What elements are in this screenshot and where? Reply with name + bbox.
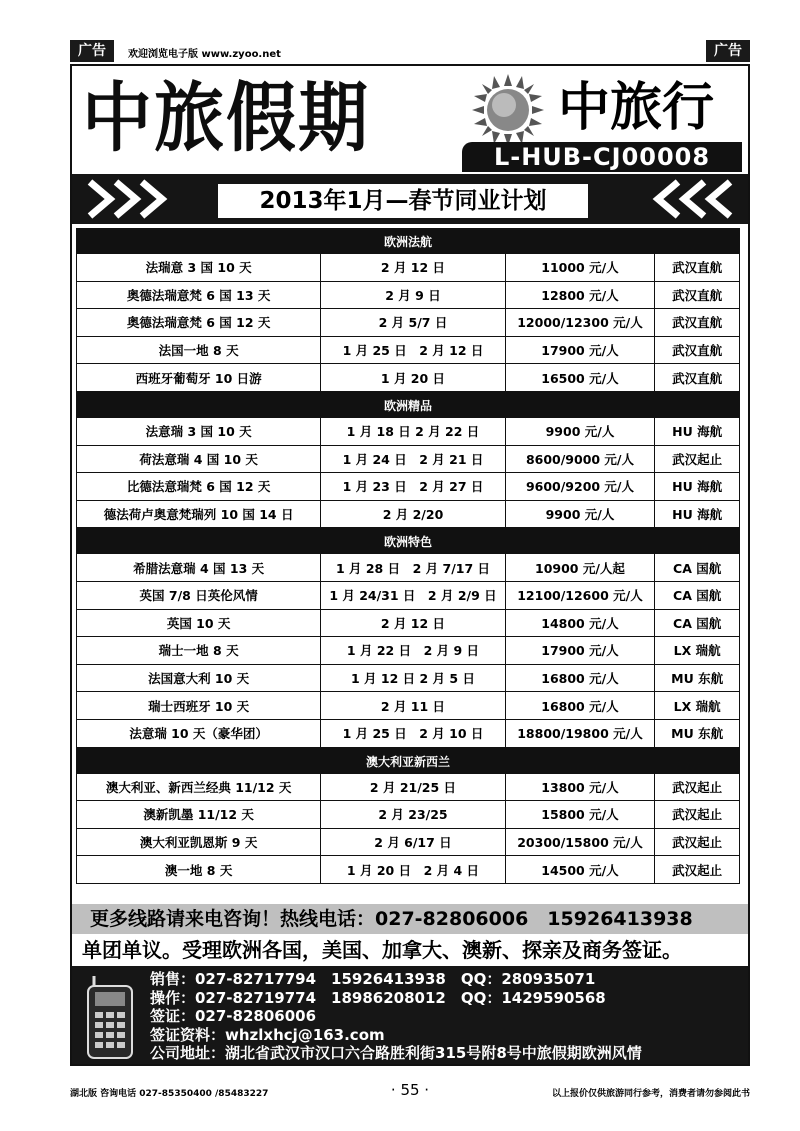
section-header: 欧洲精品 xyxy=(76,392,740,418)
route-name: 比德法意瑞梵 6 国 12 天 xyxy=(77,473,321,500)
airline: HU 海航 xyxy=(672,479,723,495)
section-header: 澳大利亚新西兰 xyxy=(76,748,740,774)
price: 16800 元/人 xyxy=(506,692,656,719)
page-footer xyxy=(70,1083,750,1103)
hotline-text: 更多线路请来电咨询！热线电话：027-82806006 15926413938 xyxy=(90,908,693,930)
plan-title: 2013年1月—春节同业计划 xyxy=(218,184,588,218)
chevron-left-icon xyxy=(636,178,736,220)
contact-lines xyxy=(150,970,642,1063)
airline: 武汉起止 xyxy=(672,834,723,850)
price: 20300/15800 元/人 xyxy=(506,829,656,856)
route-name: 西班牙葡萄牙 10 日游 xyxy=(77,364,321,391)
departure-date: 2 月 23/25 xyxy=(321,801,505,828)
table-row xyxy=(76,829,740,857)
footer-hotline: 湖北版 咨询电话 027-85350400 /85483227 xyxy=(70,1089,269,1099)
price: 12800 元/人 xyxy=(506,282,656,309)
route-name: 澳大利亚凯恩斯 9 天 xyxy=(77,829,321,856)
price: 15800 元/人 xyxy=(506,801,656,828)
route-table xyxy=(76,228,740,884)
departure-date: 2 月 11 日 xyxy=(321,692,505,719)
departure-date: 1 月 24/31 日 2 月 2/9 日 xyxy=(321,582,505,609)
page-number: · 55 · xyxy=(390,1081,430,1099)
airline: 武汉起止 xyxy=(672,451,723,467)
price: 12000/12300 元/人 xyxy=(506,309,656,336)
price: 9900 元/人 xyxy=(506,418,656,445)
airline: LX 瑞航 xyxy=(673,643,721,659)
departure-date: 2 月 6/17 日 xyxy=(321,829,505,856)
price: 17900 元/人 xyxy=(506,337,656,364)
airline: HU 海航 xyxy=(672,424,723,440)
license-code: L-HUB-CJ00008 xyxy=(462,142,742,172)
airline: 武汉直航 xyxy=(672,287,723,303)
price: 16500 元/人 xyxy=(506,364,656,391)
top-bar xyxy=(70,40,750,64)
airline: LX 瑞航 xyxy=(673,698,721,714)
departure-date: 1 月 18 日 2 月 22 日 xyxy=(321,418,505,445)
airline: CA 国航 xyxy=(673,588,722,604)
table-row xyxy=(76,418,740,446)
price: 14800 元/人 xyxy=(506,610,656,637)
table-row xyxy=(76,282,740,310)
route-name: 法瑞意 3 国 10 天 xyxy=(77,254,321,281)
brand-title: 中旅假期 xyxy=(82,72,370,163)
route-name: 瑞士一地 8 天 xyxy=(77,637,321,664)
route-name: 法意瑞 3 国 10 天 xyxy=(77,418,321,445)
departure-date: 1 月 25 日 2 月 10 日 xyxy=(321,720,505,747)
table-row xyxy=(76,856,740,884)
price: 12100/12600 元/人 xyxy=(506,582,656,609)
price: 18800/19800 元/人 xyxy=(506,720,656,747)
table-row xyxy=(76,692,740,720)
section-header: 欧洲特色 xyxy=(76,528,740,554)
table-row xyxy=(76,554,740,582)
table-row xyxy=(76,665,740,693)
price: 17900 元/人 xyxy=(506,637,656,664)
departure-date: 1 月 28 日 2 月 7/17 日 xyxy=(321,554,505,581)
operations-contact: 操作：027-82719774 18986208012 QQ：1429590568 xyxy=(150,988,606,1007)
agency-name: 中旅行 xyxy=(558,78,715,138)
route-name: 法国意大利 10 天 xyxy=(77,665,321,692)
visa-docs-email[interactable]: 签证资料：whzlxhcj@163.com xyxy=(150,1025,385,1044)
route-name: 德法荷卢奥意梵瑞列 10 国 14 日 xyxy=(77,501,321,528)
airline: 武汉直航 xyxy=(672,370,723,386)
route-name: 法国一地 8 天 xyxy=(77,337,321,364)
departure-date: 1 月 22 日 2 月 9 日 xyxy=(321,637,505,664)
sales-contact: 销售：027-82717794 15926413938 QQ：280935071 xyxy=(150,970,596,988)
departure-date: 1 月 25 日 2 月 12 日 xyxy=(321,337,505,364)
table-row xyxy=(76,309,740,337)
departure-date: 2 月 12 日 xyxy=(321,610,505,637)
airline: 武汉起止 xyxy=(672,807,723,823)
route-name: 澳一地 8 天 xyxy=(77,856,321,883)
airline: 武汉直航 xyxy=(672,315,723,331)
table-row xyxy=(76,610,740,638)
price: 9900 元/人 xyxy=(506,501,656,528)
route-name: 奥德法瑞意梵 6 国 12 天 xyxy=(77,309,321,336)
airline: MU 东航 xyxy=(671,726,724,742)
airline: 武汉直航 xyxy=(672,343,723,359)
price: 14500 元/人 xyxy=(506,856,656,883)
departure-date: 1 月 23 日 2 月 27 日 xyxy=(321,473,505,500)
ad-label-right: 广告 xyxy=(706,40,750,62)
route-name: 法意瑞 10 天（豪华团） xyxy=(77,720,321,747)
table-row xyxy=(76,582,740,610)
table-row xyxy=(76,637,740,665)
route-name: 英国 7/8 日英伦风情 xyxy=(77,582,321,609)
site-text[interactable]: 欢迎浏览电子版 www.zyoo.net xyxy=(128,49,281,60)
route-name: 奥德法瑞意梵 6 国 13 天 xyxy=(77,282,321,309)
price: 10900 元/人起 xyxy=(506,554,656,581)
airline: MU 东航 xyxy=(671,671,724,687)
company-address: 公司地址：湖北省武汉市汉口六合路胜利街315号附8号中旅假期欧洲风情 xyxy=(150,1044,642,1062)
airline: CA 国航 xyxy=(673,615,722,631)
airline: 武汉直航 xyxy=(672,260,723,276)
price: 8600/9000 元/人 xyxy=(506,446,656,473)
table-row xyxy=(76,364,740,392)
price: 16800 元/人 xyxy=(506,665,656,692)
table-row xyxy=(76,254,740,282)
departure-date: 1 月 20 日 xyxy=(321,364,505,391)
visa-service-text: 单团单议。受理欧洲各国，美国、加拿大、澳新、探亲及商务签证。 xyxy=(82,938,682,962)
route-name: 英国 10 天 xyxy=(77,610,321,637)
airline: 武汉起止 xyxy=(672,779,723,795)
departure-date: 2 月 5/7 日 xyxy=(321,309,505,336)
mobile-phone-icon xyxy=(84,974,138,1060)
price: 13800 元/人 xyxy=(506,774,656,801)
table-row xyxy=(76,774,740,802)
table-row xyxy=(76,801,740,829)
price: 11000 元/人 xyxy=(506,254,656,281)
table-row xyxy=(76,337,740,365)
table-row xyxy=(76,473,740,501)
table-row xyxy=(76,501,740,529)
route-name: 荷法意瑞 4 国 10 天 xyxy=(77,446,321,473)
departure-date: 2 月 9 日 xyxy=(321,282,505,309)
footer-disclaimer: 以上报价仅供旅游同行参考，消费者请勿参阅此书 xyxy=(551,1089,750,1099)
table-row xyxy=(76,720,740,748)
price: 9600/9200 元/人 xyxy=(506,473,656,500)
route-name: 希腊法意瑞 4 国 13 天 xyxy=(77,554,321,581)
chevron-right-icon xyxy=(84,178,184,220)
sun-logo-icon xyxy=(470,72,546,148)
airline: HU 海航 xyxy=(672,507,723,523)
visa-contact: 签证：027-82806006 xyxy=(150,1007,317,1025)
ad-label-left: 广告 xyxy=(70,40,114,62)
route-name: 澳大利亚、新西兰经典 11/12 天 xyxy=(77,774,321,801)
route-name: 澳新凯墨 11/12 天 xyxy=(77,801,321,828)
route-name: 瑞士西班牙 10 天 xyxy=(77,692,321,719)
departure-date: 1 月 24 日 2 月 21 日 xyxy=(321,446,505,473)
departure-date: 1 月 20 日 2 月 4 日 xyxy=(321,856,505,883)
departure-date: 1 月 12 日 2 月 5 日 xyxy=(321,665,505,692)
airline: CA 国航 xyxy=(673,560,722,576)
departure-date: 2 月 21/25 日 xyxy=(321,774,505,801)
departure-date: 2 月 12 日 xyxy=(321,254,505,281)
departure-date: 2 月 2/20 xyxy=(321,501,505,528)
table-row xyxy=(76,446,740,474)
airline: 武汉起止 xyxy=(672,862,723,878)
section-header: 欧洲法航 xyxy=(76,228,740,254)
